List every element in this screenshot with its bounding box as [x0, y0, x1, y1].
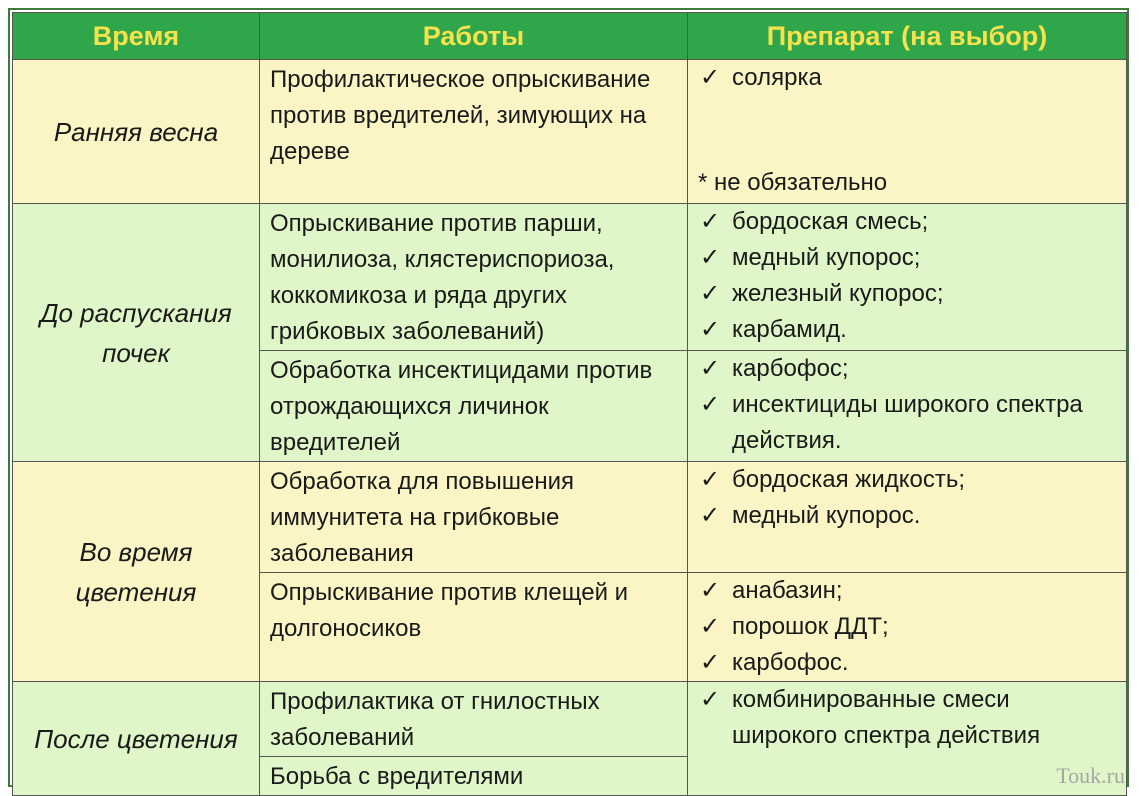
list-item: ✓ бордоская смесь; [698, 204, 1116, 240]
header-row [13, 13, 1127, 60]
work-cell: Обработка для повышения иммунитета на грибковые заболевания [260, 462, 688, 573]
period-time: Во время цветения [13, 462, 260, 682]
check-icon: ✓ [700, 613, 721, 640]
period-time: Ранняя весна [13, 60, 260, 204]
work-cell: Опрыскивание против клещей и долгоносиков [260, 573, 688, 682]
list-item: ✓ порошок ДДТ; [698, 609, 1116, 645]
list-item: ✓ бордоская жидкость; [698, 462, 1116, 498]
check-icon: ✓ [700, 280, 721, 307]
check-icon: ✓ [700, 244, 721, 271]
preparation-cell [688, 462, 1127, 573]
optional-note: * не обязательно [698, 169, 888, 196]
work-cell: Профилактическое опрыскивание против вредителей, зимующих на дереве [260, 60, 688, 204]
header-time: Время [13, 13, 260, 60]
treatment-table [12, 12, 1127, 796]
list-item: ✓ карбофос; [698, 351, 1116, 387]
preparation-cell [688, 573, 1127, 682]
check-icon: ✓ [700, 502, 721, 529]
list-item: ✓ медный купорос; [698, 240, 1116, 276]
table-row [13, 682, 1127, 757]
table-row [13, 204, 1127, 351]
header-preparation: Препарат (на выбор) [688, 13, 1127, 60]
check-icon: ✓ [700, 208, 721, 235]
check-icon: ✓ [700, 686, 721, 713]
watermark: Touk.ru [1056, 763, 1125, 788]
check-icon: ✓ [700, 355, 721, 382]
period-time: После цветения [13, 682, 260, 796]
work-cell: Профилактика от гнилостных заболеваний [260, 682, 688, 757]
list-item: ✓ карбамид. [698, 312, 1116, 348]
preparation-cell [688, 204, 1127, 351]
list-item: ✓ медный купорос. [698, 498, 1116, 534]
list-item: ✓ карбофос. [698, 645, 1116, 681]
check-icon: ✓ [700, 577, 721, 604]
check-icon: ✓ [700, 649, 721, 676]
work-cell: Опрыскивание против парши, монилиоза, клястериспориоза, коккомикоза и ряда других грибковых заболеваний) [260, 204, 688, 351]
check-icon: ✓ [700, 391, 721, 418]
header-work: Работы [260, 13, 688, 60]
preparation-cell [688, 60, 1127, 204]
work-cell: Борьба с вредителями [260, 757, 688, 796]
preparation-cell [688, 351, 1127, 462]
check-icon: ✓ [700, 466, 721, 493]
table-row [13, 60, 1127, 204]
table-row [13, 462, 1127, 573]
list-item: ✓ солярка [698, 60, 1116, 96]
check-icon: ✓ [700, 64, 721, 91]
list-item: ✓ железный купорос; [698, 276, 1116, 312]
period-time: До распускания почек [13, 204, 260, 462]
work-cell: Обработка инсектицидами против отрождающихся личинок вредителей [260, 351, 688, 462]
list-item: ✓ инсектициды широкого спектра действия. [698, 387, 1116, 459]
list-item: ✓ комбинированные смеси широкого спектра действия [698, 682, 1116, 754]
list-item: ✓ анабазин; [698, 573, 1116, 609]
check-icon: ✓ [700, 316, 721, 343]
